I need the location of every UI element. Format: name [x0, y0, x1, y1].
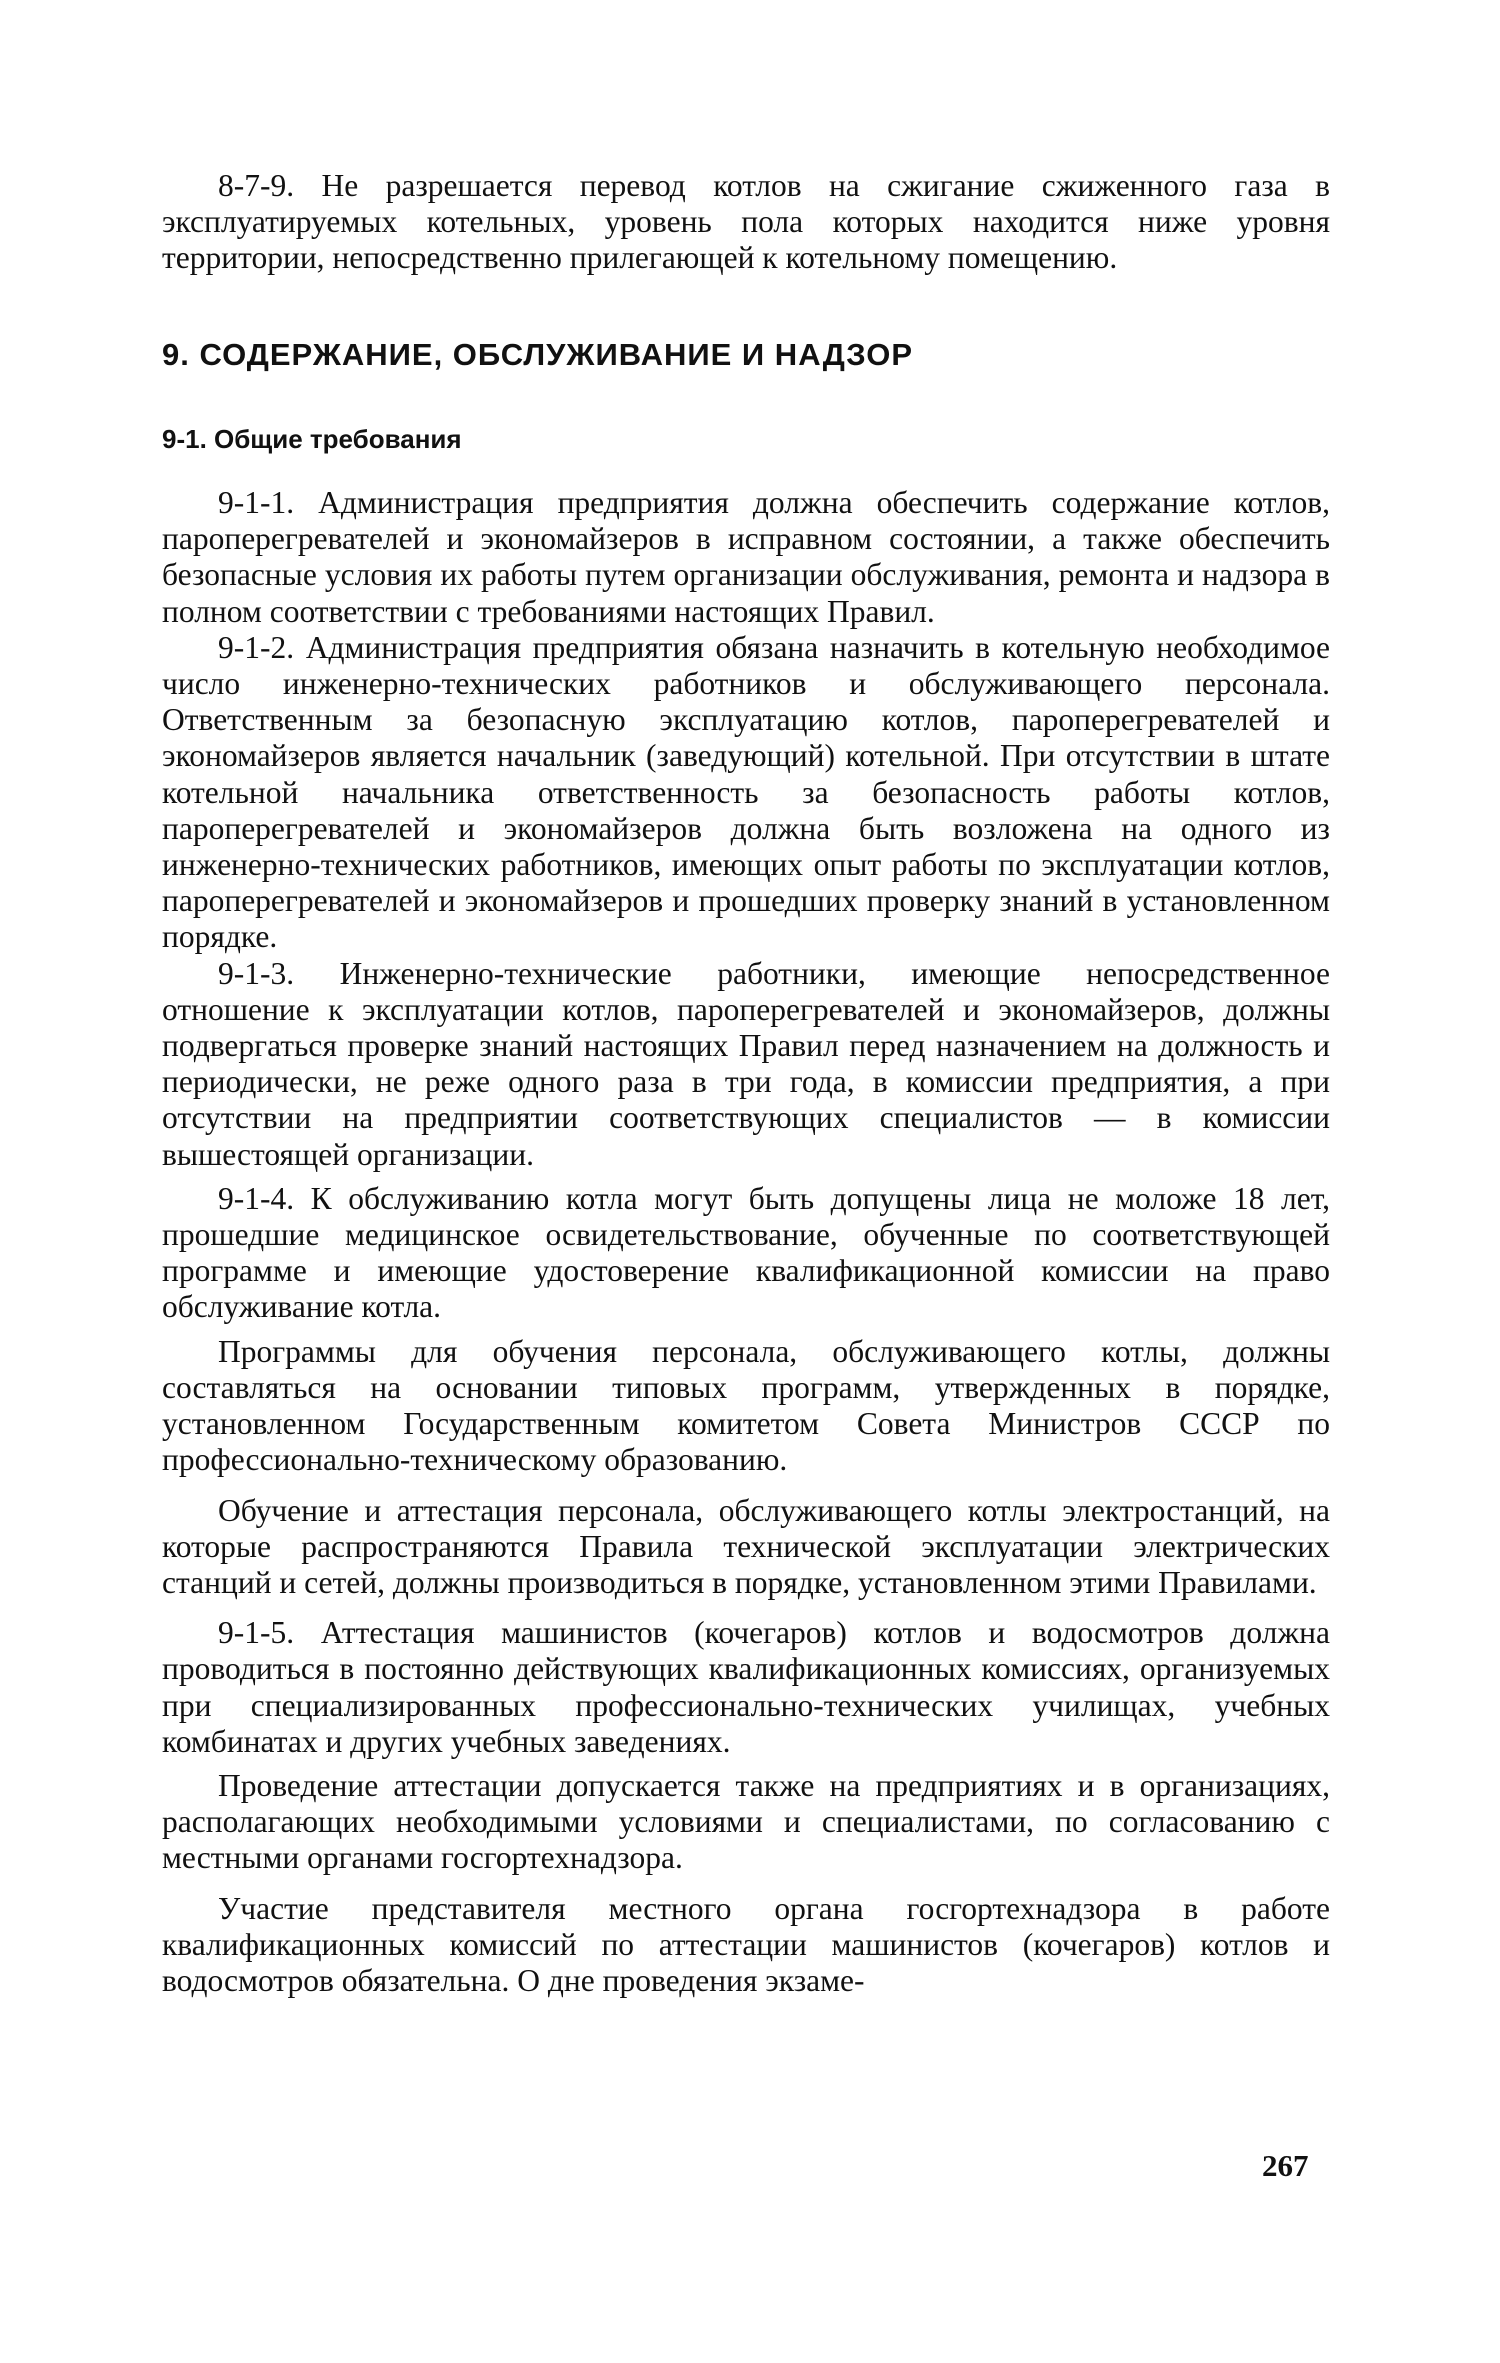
paragraph-9-1-1: 9-1-1. Администрация предприятия должна обеспечить содержание котлов, пароперегревателей и экономайзеров в исправном состоянии, а также обеспечить безопасные условия их работы путем организации обслуживания, ремонта и надзора в полном соответствии с требованиями настоящих Правил. — [162, 485, 1330, 629]
paragraph-9-1-4: 9-1-4. К обслуживанию котла могут быть допущены лица не моложе 18 лет, прошедшие медицинское освидетельствование, обученные по соответствующей программе и имеющие удостоверение квалификационной комиссии на право обслуживание котла. — [162, 1180, 1330, 1325]
paragraph-9-1-3: 9-1-3. Инженерно-технические работники, имеющие непосредственное отношение к эксплуатации котлов, пароперегревателей и экономайзеров, должны подвергаться проверке знаний настоящих Правил перед назначением на должность и периодически, не реже одного раза в три года, в комиссии предприятия, а при отсутствии на предприятии соответствующих специалистов — в комиссии вышестоящей организации. — [162, 955, 1330, 1172]
page-body — [162, 168, 1330, 1999]
section-title: 9. СОДЕРЖАНИЕ, ОБСЛУЖИВАНИЕ И НАДЗОР — [162, 336, 913, 372]
paragraph-participation: Участие представителя местного органа госгортехнадзора в работе квалификационных комиссий по аттестации машинистов (кочегаров) котлов и водосмотров обязательна. О дне проведения экзаме- — [162, 1890, 1330, 1998]
paragraph-training: Обучение и аттестация персонала, обслуживающего котлы электростанций, на которые распространяются Правила технической эксплуатации электрических станций и сетей, должны производиться в порядке, установленном этими Правилами. — [162, 1492, 1330, 1600]
paragraph-9-1-2: 9-1-2. Администрация предприятия обязана назначить в котельную необходимое число инженерно-технических работников и обслуживающего персонала. Ответственным за безопасную эксплуатацию котлов, пароперегревателей и экономайзеров является начальник (заведующий) котельной. При отсутствии в штате котельной начальника ответственность за безопасность работы котлов, пароперегревателей и экономайзеров должна быть возложена на одного из инженерно-технических работников, имеющих опыт работы по эксплуатации котлов, пароперегревателей и экономайзеров и прошедших проверку знаний в установленном порядке. — [162, 629, 1330, 955]
page-number: 267 — [1262, 2148, 1309, 2183]
paragraph-programs: Программы для обучения персонала, обслуживающего котлы, должны составляться на основании типовых программ, утвержденных в порядке, установленном Государственным комитетом Совета Министров СССР по профессионально-техническому образованию. — [162, 1333, 1330, 1478]
paragraph-8-7-9: 8-7-9. Не разрешается перевод котлов на сжигание сжиженного газа в эксплуатируемых котельных, уровень пола которых находится ниже уровня территории, непосредственно прилегающей к котельному помещению. — [162, 168, 1330, 276]
subsection-title: 9-1. Общие требования — [162, 423, 462, 454]
paragraph-attestation: Проведение аттестации допускается также на предприятиях и в организациях, располагающих необходимыми условиями и специалистами, по согласованию с местными органами госгортехнадзора. — [162, 1767, 1330, 1876]
paragraph-9-1-5: 9-1-5. Аттестация машинистов (кочегаров) котлов и водосмотров должна проводиться в постоянно действующих квалификационных комиссиях, организуемых при специализированных профессионально-технических училищах, учебных комбинатах и других учебных заведениях. — [162, 1615, 1330, 1759]
